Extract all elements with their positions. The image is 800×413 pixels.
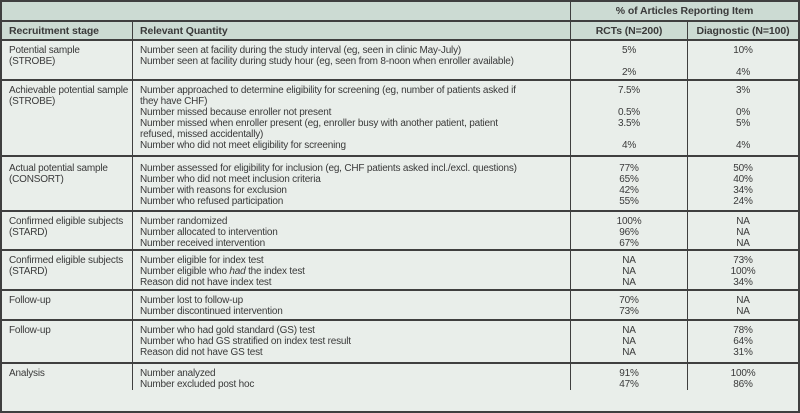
diagnostic-value: 100% xyxy=(730,266,756,277)
diagnostic-value: 4% xyxy=(735,67,751,78)
rcts-cell xyxy=(571,81,688,155)
rcts-value: 3.5% xyxy=(618,118,640,129)
diagnostic-value: 78% xyxy=(733,325,753,336)
stage-label: Confirmed eligible subjects xyxy=(9,255,124,266)
diagnostic-cell xyxy=(688,41,798,79)
stage-cell xyxy=(2,251,133,289)
rcts-value: NA xyxy=(622,347,636,358)
rcts-value: 67% xyxy=(619,238,639,249)
quantity-line: Number allocated to intervention xyxy=(140,227,278,238)
quantity-cell xyxy=(133,321,571,362)
spanner-empty-cell xyxy=(2,2,571,20)
quantity-cell xyxy=(133,41,571,79)
rcts-value: NA xyxy=(622,266,636,277)
rcts-value: 91% xyxy=(619,368,639,379)
stage-label: Follow-up xyxy=(9,325,51,336)
rcts-value: 100% xyxy=(616,216,642,227)
rcts-value: 4% xyxy=(621,140,637,151)
rcts-value: 96% xyxy=(619,227,639,238)
diagnostic-value: 64% xyxy=(733,336,753,347)
rcts-cell xyxy=(571,364,688,390)
quantity-cell xyxy=(133,157,571,210)
diagnostic-value: NA xyxy=(736,238,750,249)
quantity-line: they have CHF) xyxy=(140,96,208,107)
quantity-cell xyxy=(133,291,571,319)
rcts-value: NA xyxy=(622,325,636,336)
diagnostic-value: 34% xyxy=(733,277,753,288)
stage-cell xyxy=(2,212,133,249)
column-header-recruitment-stage: Recruitment stage xyxy=(2,22,133,39)
quantity-line: Number eligible who had the index test xyxy=(140,266,305,277)
rcts-cell xyxy=(571,251,688,289)
spanner-title: % of Articles Reporting Item xyxy=(615,5,754,17)
quantity-line: Reason did not have index test xyxy=(140,277,272,288)
quantity-cell xyxy=(133,81,571,155)
diagnostic-value: 10% xyxy=(733,45,753,56)
rcts-value xyxy=(571,129,687,140)
quantity-line: Number approached to determine eligibility for screening (eg, number of patients asked if xyxy=(140,85,516,96)
rcts-cell xyxy=(571,157,688,210)
rcts-value: 0.5% xyxy=(618,107,640,118)
column-header-row xyxy=(2,20,798,39)
rcts-value: 7.5% xyxy=(618,85,640,96)
diagnostic-value: 50% xyxy=(733,163,753,174)
rcts-cell xyxy=(571,321,688,362)
rcts-value xyxy=(571,56,687,67)
stage-label: Confirmed eligible subjects xyxy=(9,216,124,227)
rcts-value: 42% xyxy=(619,185,639,196)
diagnostic-value: 100% xyxy=(730,368,756,379)
rcts-value: 70% xyxy=(619,295,639,306)
quantity-line: Number randomized xyxy=(140,216,228,227)
rcts-value: NA xyxy=(622,277,636,288)
diagnostic-cell xyxy=(688,291,798,319)
quantity-cell xyxy=(133,212,571,249)
stage-row xyxy=(2,319,798,362)
quantity-line: Number with reasons for exclusion xyxy=(140,185,287,196)
diagnostic-value: NA xyxy=(736,216,750,227)
quantity-line: Number who had GS stratified on index test result xyxy=(140,336,351,347)
quantity-line: Number seen at facility during the study interval (eg, seen in clinic May-July) xyxy=(140,45,462,56)
quantity-line: Reason did not have GS test xyxy=(140,347,263,358)
rcts-value: 2% xyxy=(621,67,637,78)
quantity-line: Number eligible for index test xyxy=(140,255,264,266)
diagnostic-value: 34% xyxy=(733,185,753,196)
quantity-line: Number analyzed xyxy=(140,368,216,379)
diagnostic-value: 5% xyxy=(735,118,751,129)
stage-acronym: (STARD) xyxy=(9,266,48,277)
rcts-value: 55% xyxy=(619,196,639,207)
stage-acronym: (STROBE) xyxy=(9,56,56,67)
diagnostic-value: NA xyxy=(736,306,750,317)
stage-cell xyxy=(2,321,133,362)
quantity-line: Number discontinued intervention xyxy=(140,306,283,317)
quantity-line: Number received intervention xyxy=(140,238,266,249)
quantity-line: Number who refused participation xyxy=(140,196,284,207)
rcts-value: 5% xyxy=(621,45,637,56)
diagnostic-value: 0% xyxy=(735,107,751,118)
quantity-line: Number who had gold standard (GS) test xyxy=(140,325,315,336)
quantity-line: Number missed because enroller not present xyxy=(140,107,332,118)
diagnostic-cell xyxy=(688,251,798,289)
quantity-line xyxy=(140,67,568,78)
diagnostic-value: 3% xyxy=(735,85,751,96)
stage-row xyxy=(2,155,798,210)
stage-acronym: (STROBE) xyxy=(9,96,56,107)
stage-row xyxy=(2,79,798,155)
quantity-line: Number assessed for eligibility for inclusion (eg, CHF patients asked incl./excl. questions) xyxy=(140,163,517,174)
quantity-cell xyxy=(133,364,571,390)
quantity-line: Number lost to follow-up xyxy=(140,295,244,306)
stage-label: Achievable potential sample xyxy=(9,85,129,96)
diagnostic-cell xyxy=(688,321,798,362)
stage-label: Actual potential sample xyxy=(9,163,108,174)
stage-row xyxy=(2,289,798,319)
rcts-value: NA xyxy=(622,255,636,266)
stage-acronym: (CONSORT) xyxy=(9,174,64,185)
diagnostic-value xyxy=(688,129,798,140)
rcts-value xyxy=(571,96,687,107)
stage-cell xyxy=(2,157,133,210)
stage-row xyxy=(2,39,798,79)
stage-acronym: (STARD) xyxy=(9,227,48,238)
stage-cell xyxy=(2,81,133,155)
diagnostic-value: 24% xyxy=(733,196,753,207)
diagnostic-cell xyxy=(688,81,798,155)
diagnostic-value xyxy=(688,96,798,107)
stage-row xyxy=(2,362,798,390)
rcts-value: 47% xyxy=(619,379,639,390)
diagnostic-value: 4% xyxy=(735,140,751,151)
stage-cell xyxy=(2,291,133,319)
diagnostic-value: 86% xyxy=(733,379,753,390)
stage-row xyxy=(2,249,798,289)
rows-container xyxy=(2,39,798,390)
quantity-line: Number excluded post hoc xyxy=(140,379,255,390)
rcts-cell xyxy=(571,212,688,249)
stage-row xyxy=(2,210,798,249)
diagnostic-value: NA xyxy=(736,295,750,306)
diagnostic-cell xyxy=(688,212,798,249)
diagnostic-value xyxy=(688,56,798,67)
quantity-line: Number who did not meet inclusion criteria xyxy=(140,174,321,185)
stage-label: Potential sample xyxy=(9,45,80,56)
diagnostic-cell xyxy=(688,364,798,390)
quantity-line: refused, missed accidentally) xyxy=(140,129,264,140)
diagnostic-value: 40% xyxy=(733,174,753,185)
rcts-value: 77% xyxy=(619,163,639,174)
rcts-value: 73% xyxy=(619,306,639,317)
rcts-value: 65% xyxy=(619,174,639,185)
diagnostic-value: NA xyxy=(736,227,750,238)
quantity-line: Number seen at facility during study hour (eg, seen from 8-noon when enroller available) xyxy=(140,56,514,67)
quantity-cell xyxy=(133,251,571,289)
column-header-relevant-quantity: Relevant Quantity xyxy=(133,22,571,39)
rcts-cell xyxy=(571,41,688,79)
stage-label: Follow-up xyxy=(9,295,51,306)
quantity-line: Number who did not meet eligibility for screening xyxy=(140,140,346,151)
quantity-line: Number missed when enroller present (eg, enroller busy with another patient, patient xyxy=(140,118,498,129)
stage-cell xyxy=(2,41,133,79)
stage-cell xyxy=(2,364,133,390)
diagnostic-cell xyxy=(688,157,798,210)
diagnostic-value: 31% xyxy=(733,347,753,358)
column-header-rcts: RCTs (N=200) xyxy=(571,22,688,39)
rcts-value: NA xyxy=(622,336,636,347)
stage-label: Analysis xyxy=(9,368,45,379)
rcts-cell xyxy=(571,291,688,319)
diagnostic-value: 73% xyxy=(733,255,753,266)
column-header-diagnostic: Diagnostic (N=100) xyxy=(696,25,790,37)
spanner-header-row xyxy=(2,2,798,20)
